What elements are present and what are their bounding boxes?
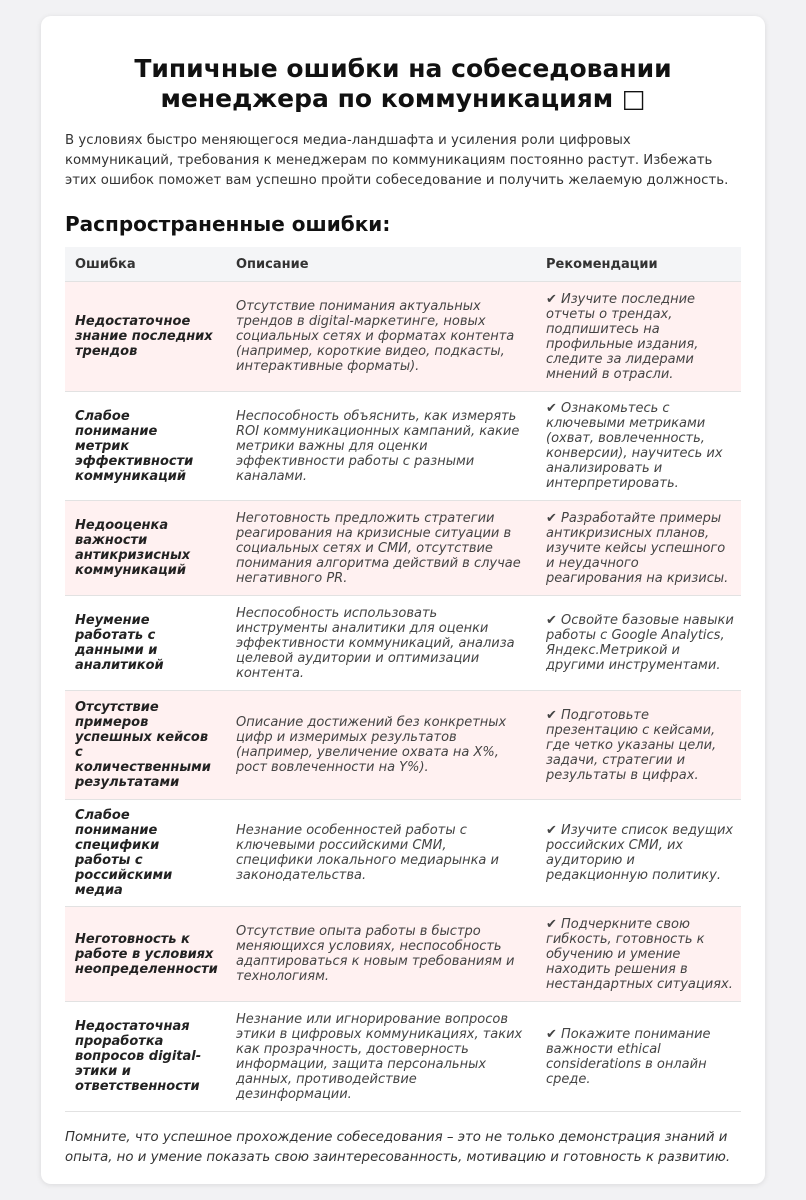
description-cell: Отсутствие понимания актуальных трендов в digital-маркетинге, новых социальных сетях и форматах контента (например, короткие видео, подкасты, интерактивные форматы).: [226, 282, 536, 392]
column-header-description: Описание: [226, 247, 536, 282]
error-cell: Слабое понимание специфики работы с российскими медиа: [65, 800, 226, 907]
content-card: [41, 16, 765, 1184]
description-cell: Незнание особенностей работы с ключевыми российскими СМИ, специфики локального медиарынка и законодательства.: [226, 800, 536, 907]
table-header-row: [65, 247, 741, 282]
recommendation-cell: ✔ Подготовьте презентацию с кейсами, где четко указаны цели, задачи, стратегии и результаты в цифрах.: [536, 691, 741, 800]
table-row: [65, 691, 741, 800]
recommendation-cell: ✔ Разработайте примеры антикризисных планов, изучите кейсы успешного и неудачного реагирования на кризисы.: [536, 501, 741, 596]
error-cell: Неготовность к работе в условиях неопределенности: [65, 907, 226, 1002]
page-title-line-2: менеджера по коммуникациям: [160, 84, 614, 113]
table-row: [65, 800, 741, 907]
description-cell: Незнание или игнорирование вопросов этики в цифровых коммуникациях, таких как прозрачность, достоверность информации, защита персональных данных, противодействие дезинформации.: [226, 1002, 536, 1112]
description-cell: Описание достижений без конкретных цифр и измеримых результатов (например, увеличение охвата на X%, рост вовлеченности на Y%).: [226, 691, 536, 800]
table-row: [65, 501, 741, 596]
description-cell: Отсутствие опыта работы в быстро меняющихся условиях, неспособность адаптироваться к новым требованиям и технологиям.: [226, 907, 536, 1002]
section-title: Распространенные ошибки:: [65, 212, 391, 236]
title-emoji-icon: □: [621, 84, 646, 113]
error-cell: Недооценка важности антикризисных коммуникаций: [65, 501, 226, 596]
error-cell: Отсутствие примеров успешных кейсов с количественными результатами: [65, 691, 226, 800]
recommendation-cell: ✔ Подчеркните свою гибкость, готовность к обучению и умение находить решения в нестандартных ситуациях.: [536, 907, 741, 1002]
table-row: [65, 282, 741, 392]
recommendation-cell: ✔ Ознакомьтесь с ключевыми метриками (охват, вовлеченность, конверсии), научитесь их анализировать и интерпретировать.: [536, 392, 741, 501]
description-cell: Неспособность использовать инструменты аналитики для оценки эффективности коммуникаций, анализа целевой аудитории и оптимизации контента.: [226, 596, 536, 691]
column-header-error: Ошибка: [65, 247, 226, 282]
error-cell: Недостаточное знание последних трендов: [65, 282, 226, 392]
recommendation-cell: ✔ Изучите последние отчеты о трендах, подпишитесь на профильные издания, следите за лидерами мнений в отрасли.: [536, 282, 741, 392]
description-cell: Неготовность предложить стратегии реагирования на кризисные ситуации в социальных сетях и СМИ, отсутствие понимания алгоритма действий в случае негативного PR.: [226, 501, 536, 596]
recommendation-cell: ✔ Изучите список ведущих российских СМИ, их аудиторию и редакционную политику.: [536, 800, 741, 907]
table-row: [65, 907, 741, 1002]
description-cell: Неспособность объяснить, как измерять ROI коммуникационных кампаний, какие метрики важны для оценки эффективности работы с разными каналами.: [226, 392, 536, 501]
column-header-recommendations: Рекомендации: [536, 247, 741, 282]
table-row: [65, 1002, 741, 1112]
mistakes-table: [65, 247, 741, 1112]
error-cell: Слабое понимание метрик эффективности коммуникаций: [65, 392, 226, 501]
page-title: [65, 54, 741, 114]
error-cell: Недостаточная проработка вопросов digital-этики и ответственности: [65, 1002, 226, 1112]
recommendation-cell: ✔ Освойте базовые навыки работы с Google Analytics, Яндекс.Метрикой и другими инструментами.: [536, 596, 741, 691]
recommendation-cell: ✔ Покажите понимание важности ethical considerations в онлайн среде.: [536, 1002, 741, 1112]
error-cell: Неумение работать с данными и аналитикой: [65, 596, 226, 691]
closing-note: Помните, что успешное прохождение собеседования – это не только демонстрация знаний и опыта, но и умение показать свою заинтересованность, мотивацию и готовность к развитию.: [65, 1130, 731, 1165]
intro-paragraph: В условиях быстро меняющегося медиа-ландшафта и усиления роли цифровых коммуникаций, требования к менеджерам по коммуникациям постоянно растут. Избежать этих ошибок поможет вам успешно пройти собеседование и получить желаемую должность.: [65, 133, 729, 188]
page-title-line-1: Типичные ошибки на собеседовании: [134, 54, 672, 83]
table-row: [65, 596, 741, 691]
table-row: [65, 392, 741, 501]
